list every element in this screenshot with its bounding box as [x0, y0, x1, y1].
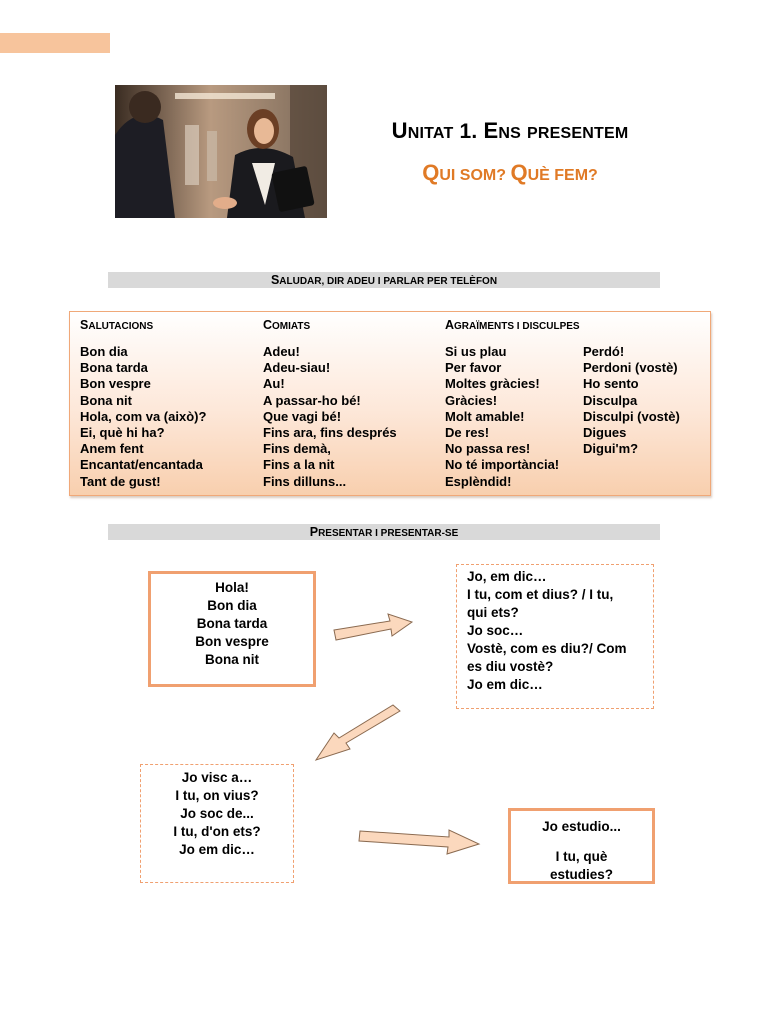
arrow-down-left-icon: [312, 703, 404, 765]
vocab-item: Per favor: [445, 360, 502, 376]
phrase-line: Hola!: [215, 580, 249, 595]
column-agraiments: [445, 318, 580, 490]
vocab-item: Disculpi (vostè): [583, 408, 680, 424]
vocab-item: Fins demà,: [263, 441, 331, 457]
greeting-box: [148, 571, 316, 687]
vocab-item: Anem fent: [80, 441, 144, 457]
vocab-item: Ho sento: [583, 376, 639, 392]
vocab-item: Bon dia: [80, 344, 128, 359]
phrase-line: Vostè, com es diu?/ Com: [467, 641, 627, 656]
phrase-line: I tu, on vius?: [175, 788, 259, 803]
vocab-item: De res!: [445, 425, 490, 441]
section1-initial: S: [270, 273, 280, 287]
heading-initial: C: [263, 318, 273, 332]
subtitle-que-rest: UÈ: [527, 167, 550, 184]
unit-title: [330, 118, 690, 144]
subtitle-initial-q2: Q: [510, 160, 528, 185]
vocab-item: A passar-ho bé!: [263, 392, 361, 408]
section1-rest: ALUDAR, DIR ADEU I PARLAR PER TELÈFON: [279, 276, 498, 287]
title-initial-e: E: [483, 118, 499, 143]
studies-box: [508, 808, 655, 884]
phrase-line: qui ets?: [467, 605, 519, 620]
vocab-item: Bona nit: [80, 392, 132, 408]
phrase-line: Jo em dic…: [179, 842, 255, 857]
vocab-item: Ei, què hi ha?: [80, 425, 165, 441]
vocab-item: Molt amable!: [445, 408, 525, 424]
title-ens-rest: NS: [498, 125, 521, 142]
vocab-item: Esplèndid!: [445, 473, 512, 489]
phrase-line: Jo, em dic…: [467, 569, 547, 584]
subtitle-som: SOM?: [455, 167, 511, 184]
column-heading: [263, 318, 397, 344]
title-presentem: PRESENTEM: [527, 125, 629, 142]
subtitle-initial-q: Q: [422, 160, 440, 185]
vocab-item: Si us plau: [445, 344, 507, 359]
phrase-line: Jo soc…: [467, 623, 524, 638]
arrow-right-icon-2: [357, 824, 483, 858]
column-disculpes: [583, 318, 680, 457]
subtitle-qui-rest: UI: [439, 167, 456, 184]
title-number: 1.: [453, 120, 484, 143]
vocab-item: Perdoni (vostè): [583, 360, 678, 376]
phrase-line: Bona tarda: [196, 616, 268, 631]
phrase-line: Jo em dic…: [467, 677, 543, 692]
heading-rest: ALUTACIONS: [88, 321, 154, 332]
heading-rest: OMIATS: [272, 321, 311, 332]
phrase-line: I tu, com et dius? / I tu,: [467, 587, 614, 602]
vocab-item: Hola, com va (això)?: [80, 408, 207, 424]
phrase-line: Bona nit: [205, 652, 259, 667]
phrase-line: estudies?: [549, 867, 614, 882]
name-exchange-box: [456, 564, 654, 709]
phrase-line: Jo estudio...: [542, 819, 621, 834]
column-heading: [80, 318, 206, 344]
vocab-item: Que vagi bé!: [263, 408, 342, 424]
phrase-line: Bon dia: [207, 598, 257, 613]
vocab-item: Fins dilluns...: [263, 473, 347, 489]
phrase-line: I tu, d'on ets?: [173, 824, 261, 839]
column-heading: [445, 318, 580, 344]
vocab-item: Fins ara, fins després: [263, 425, 397, 441]
subtitle-fem: FEM?: [549, 167, 598, 184]
vocab-item: Fins a la nit: [263, 457, 335, 473]
vocab-item: Bon vespre: [80, 376, 151, 392]
vocab-item: Digues: [583, 425, 627, 441]
arrow-right-icon: [330, 610, 420, 645]
phrase-line: Jo soc de...: [180, 806, 254, 821]
handshake-photo: [115, 85, 327, 218]
vocab-item: Encantat/encantada: [80, 457, 203, 473]
phrase-line: Bon vespre: [195, 634, 269, 649]
vocab-item: Adeu-siau!: [263, 360, 331, 376]
section2-initial: P: [309, 525, 319, 539]
vocab-item: Au!: [263, 376, 285, 392]
section-heading-introductions: [108, 524, 660, 540]
vocab-item: Digui'm?: [583, 441, 639, 457]
vocab-item: Disculpa: [583, 392, 638, 408]
section2-rest: RESENTAR I PRESENTAR-SE: [318, 528, 459, 539]
vocab-item: Tant de gust!: [80, 473, 161, 489]
vocab-item: Adeu!: [263, 344, 300, 359]
vocab-item: Gràcies!: [445, 392, 498, 408]
column-comiats: [263, 318, 397, 490]
heading-initial: A: [445, 318, 455, 332]
phrase-line: es diu vostè?: [467, 659, 554, 674]
vocab-item: No té importància!: [445, 457, 560, 473]
heading-initial: S: [80, 318, 89, 332]
title-initial-u: U: [391, 118, 408, 143]
vocab-item: Moltes gràcies!: [445, 376, 540, 392]
phrase-line: I tu, què: [555, 849, 608, 864]
section-heading-greetings: [108, 272, 660, 288]
phrase-line: Jo visc a…: [181, 770, 253, 785]
origin-box: [140, 764, 294, 883]
title-unitat-rest: NITAT: [407, 125, 454, 142]
vocab-item: Bona tarda: [80, 360, 148, 376]
heading-rest: GRAÏMENTS I DISCULPES: [454, 321, 580, 332]
vocab-item: Perdó!: [583, 344, 625, 359]
unit-subtitle: [330, 160, 690, 186]
column-salutacions: [80, 318, 206, 490]
column-heading-empty: [583, 318, 680, 344]
vocabulary-panel: [69, 311, 711, 496]
corner-tab: [0, 33, 110, 53]
vocab-item: No passa res!: [445, 441, 531, 457]
